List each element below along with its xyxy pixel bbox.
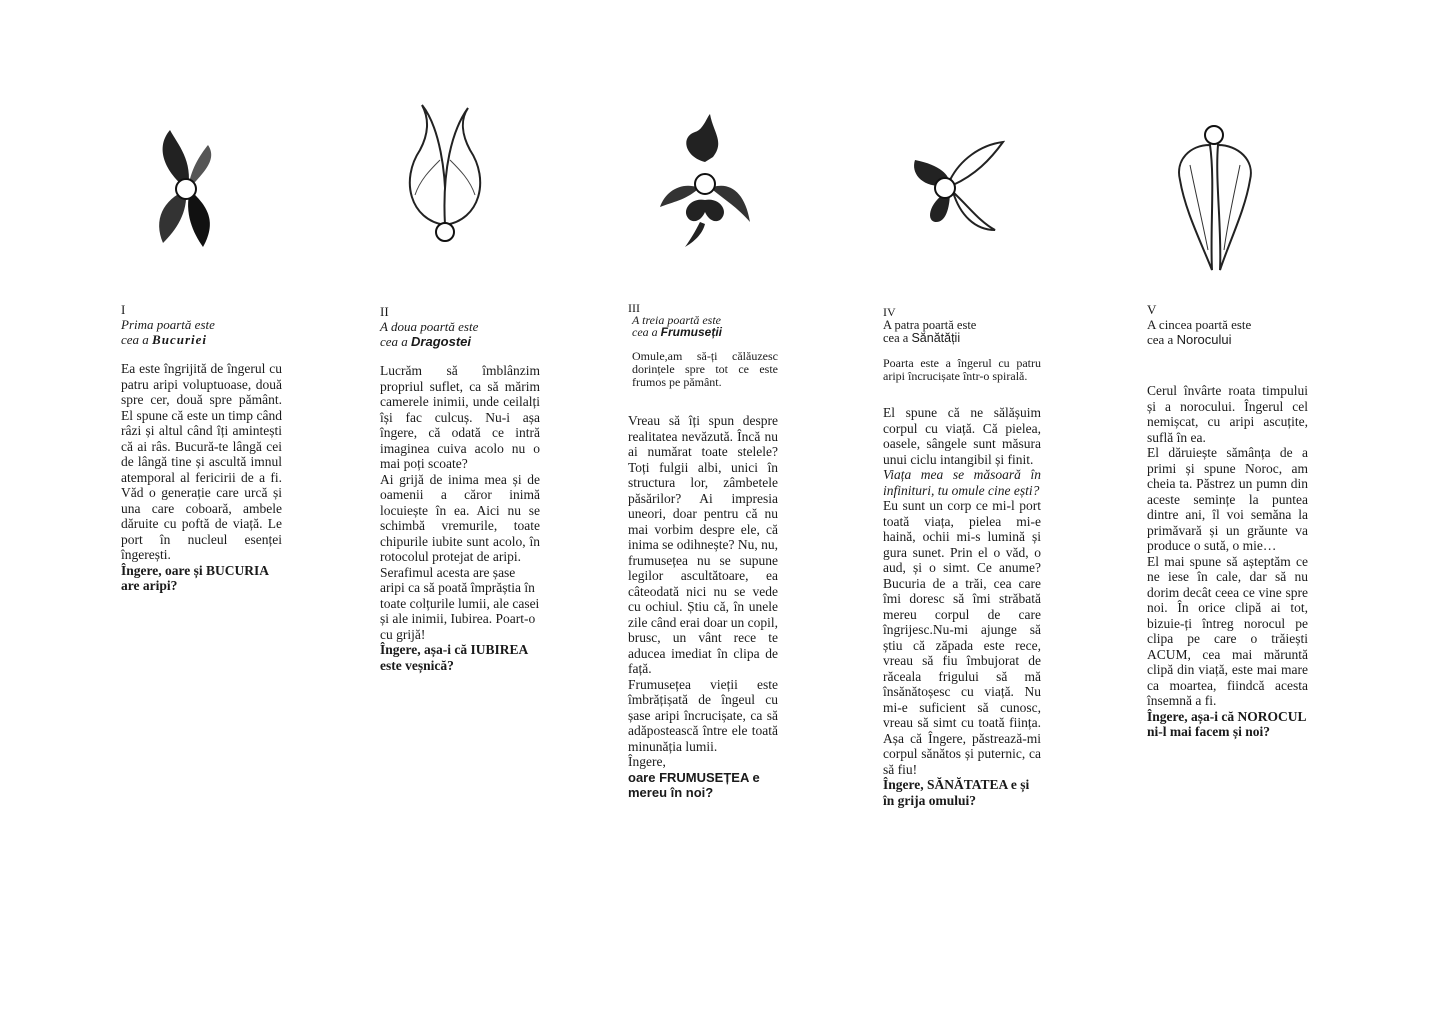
crossed-wings-angel-icon [400,100,490,248]
gate-body [628,413,778,770]
gate-numeral: II [380,304,389,319]
six-winged-angel-icon [655,112,755,252]
body-paragraph: El spune că ne sălășuim corpul cu viață. Că pielea, oasele, sângele sunt măsura unui ciclu intangibil și finit. [883,405,1041,467]
gate-name: Bucuriei [152,332,208,347]
pointed-wings-angel-icon [1170,120,1260,275]
gate-name: Norocului [1176,332,1232,347]
gate-numeral: IV [883,305,896,319]
gate-header-prefix: cea a [632,325,661,339]
gate-header [121,317,282,347]
body-paragraph: Frumusețea vieții este îmbrățișată de îngeul cu șase aripi încrucișate, ca să adăpostească între ele toată minunăția lumii. [628,676,778,754]
gate-header [380,319,540,349]
gate-header-prefix: cea a [1147,332,1177,347]
gate-column-1 [121,302,282,594]
gate-header-line1: A treia poartă este [632,313,721,327]
gate-subtitle: Poarta este a îngerul cu patru aripi încrucișate într-o spirală. [883,356,1041,383]
gate-column-4 [883,306,1041,808]
gate-header [1147,317,1308,347]
body-paragraph: Lucrăm să îmblânzim propriul suflet, ca să mărim camerele inimii, unde ceilalți își fac culcuș. Nu-i așa îngere, că odată ce intră imaginea cuiva acolo nu o mai poți scoate? [380,363,540,471]
body-paragraph: Serafimul acesta are șase aripi ca să poată împrăștia în toate colțurile lumii, ale casei și ale inimii, Iubirea. Poart-o cu grijă! [380,564,540,642]
gate-closing-question: Îngere, așa-i că NOROCUL ni-l mai facem și noi? [1147,708,1306,739]
gate-body [380,363,540,642]
gate-header [632,314,778,338]
gate-numeral: III [628,301,640,315]
gate-header [883,319,1041,345]
body-paragraph: El mai spune să așteptăm ce ne iese în cale, dar să nu dorim decât ceea ce vine spre noi. În orice clipă ai tot, bizuie-ți întreg norocul pe clipa pe care o trăiești ACUM, cea mai măruntă clipă din viață, este mai mare ca moartea, fiindcă acesta însemnă a fi. [1147,553,1308,708]
spiral-winged-angel-icon [895,130,1005,245]
gate-closing-question: Îngere, așa-i că IUBIREA este veșnică? [380,642,528,673]
gate-header-line1: A doua poartă este [380,319,479,334]
body-paragraph: Cerul învârte roata timpului și a norocului. Îngerul cel nemișcat, cu aripi ascuțite, suflă în ea. [1147,383,1308,445]
body-paragraph: Eu sunt un corp ce mi-l port toată viața, pielea mi-e haină, ochii mi-s lumină și gura sunet. Prin el o văd, o aud, și o simt. Ce anume? Bucuria de a trăi, cea care îmi doresc să îmi străbată mereu corpul de care îngrijesc.Nu-mi ajunge să știu că zăpada este rece, vreau să fiu îmbujorat de răceala frigului să mă însănătoșesc cu viață. Nu mi-e suficient să cunosc, vreau să simt cu toată ființa. Așa că Îngere, păstrează-mi corpul sănătos și puternic, ca să fiu! [883,498,1041,777]
gate-body [883,405,1041,777]
gate-body [121,361,282,563]
gate-closing-question: Îngere, oare și BUCURIA are aripi? [121,562,269,593]
body-paragraph: Ea este îngrijită de îngerul cu patru aripi voluptuoase, două spre cer, două spre pământ. El spune că este un timp când râzi și altul când îți amintești că ai râs. Bucură-te lângă cei de lângă tine și ascultă imnul atemporal al fericirii de a fi. Văd o generație care urcă și una care coboară, ambele dăruite cu poftă de viață. Le port în nucleul esenței îngerești. [121,361,282,562]
gate-name: Sănătății [911,331,961,345]
body-paragraph: Îngere, [628,754,666,769]
gate-header-line1: A patra poartă este [883,318,977,332]
gate-column-2 [380,304,540,673]
gate-header-prefix: cea a [883,331,912,345]
gate-name: Frumuseții [660,325,722,339]
four-winged-angel-icon [148,125,228,255]
gate-numeral: V [1147,302,1157,317]
gate-body [1147,383,1308,709]
gate-header-prefix: cea a [121,332,153,347]
gate-column-5 [1147,302,1308,740]
gate-numeral: I [121,302,126,317]
body-paragraph: Vreau să îți spun despre realitatea nevăzută. Încă nu ai numărat toate stelele? Toți fulgii albi, unici în structura lor, zâmbetele păsărilor? Ai impresia uneori, doar pentru că nu mai vorbim despre ele, că inima se odihnește? Nu, nu, frumusețea nu se supune legilor ascultătoare, ea câteodată nici nu se vede cu ochiul. Știu că, în unele zile când erai doar un copil, brusc, un vânt rece te aducea imediat în clipa de față. [628,413,778,676]
body-paragraph: El dăruiește sămânța de a primi și spune Noroc, am cheia ta. Păstrez un pumn din aceste semințe la puntea dintre ani, îl voi semăna la primăvară și un grăunte va produce o sută, o mie… [1147,445,1308,553]
gate-header-line1: Prima poartă este [121,317,215,332]
gate-closing-question: Îngere, SĂNĂTATEA e și în grija omului? [883,777,1030,808]
gate-subtitle: Omule,am să-ți călăuzesc dorințele spre tot ce este frumos pe pământ. [632,349,778,389]
gate-column-3 [628,302,778,801]
gate-header-prefix: cea a [380,334,412,349]
body-paragraph-italic: Viața mea se măsoară în infinituri, tu omule cine ești? [883,467,1041,498]
gate-name: Dragostei [411,334,472,349]
gate-closing-question: oare FRUMUSEȚEA e mereu în noi? [628,769,760,800]
gate-header-line1: A cincea poartă este [1147,317,1252,332]
body-paragraph: Ai grijă de inima mea și de oamenii a căror inimă locuiește în ea. Aici nu se schimbă vremurile, toate chipurile iubite sunt acolo, în rotocolul protejat de aripi. [380,471,540,564]
